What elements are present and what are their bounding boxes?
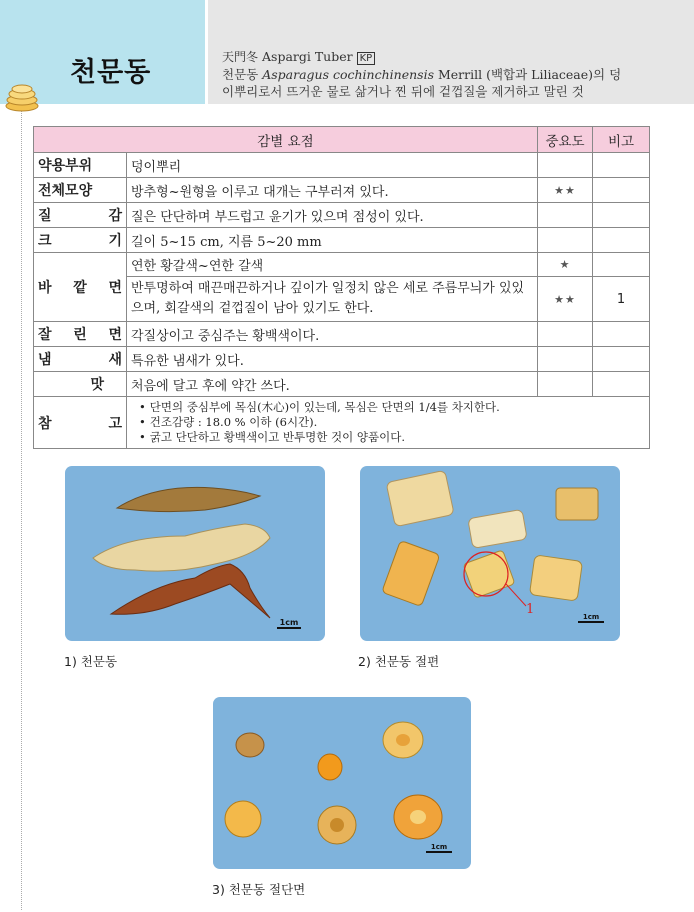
header-description — [222, 48, 688, 100]
row-content: 처음에 달고 후에 약간 쓰다. — [127, 372, 538, 397]
stacked-roots-icon — [2, 82, 42, 112]
row-label: 바 깥 면 — [34, 253, 127, 322]
latin-drug-name: Aspargi Tuber — [262, 49, 353, 64]
scale-bar — [578, 613, 604, 623]
scale-label: 1cm — [430, 843, 448, 851]
row-label: 크 기 — [34, 228, 127, 253]
row-content: 길이 5~15 cm, 지름 5~20 mm — [127, 228, 538, 253]
kp-badge: KP — [357, 52, 376, 65]
root-specimens-illustration — [65, 466, 325, 641]
scale-label: 1cm — [279, 618, 299, 627]
header-note: 비고 — [593, 127, 650, 153]
table-header-row — [34, 127, 650, 153]
reference-item: • 단면의 중심부에 목심(木心)이 있는데, 목심은 단면의 1/4를 차지한다. — [149, 400, 643, 415]
page-title: 천문동 — [70, 57, 152, 88]
photo-sliced-pieces — [360, 466, 620, 641]
desc-suffix: Merrill (백합과 Liliaceae)의 덩 — [437, 67, 622, 82]
table-row — [34, 277, 650, 322]
figure-caption-2: 2) 천문동 절편 — [358, 654, 440, 669]
figure-caption-1: 1) 천문동 — [64, 654, 118, 669]
row-content: 방추형~원형을 이루고 대개는 구부러져 있다. — [127, 178, 538, 203]
row-label: 참 고 — [34, 397, 127, 449]
species-name: Asparagus cochinchinensis — [262, 67, 434, 82]
table-row — [34, 203, 650, 228]
hanja-name: 天門冬 — [222, 50, 259, 64]
header-importance: 중요도 — [538, 127, 593, 153]
photo-cross-sections — [213, 697, 471, 869]
figure-caption-3: 3) 천문동 절단면 — [212, 882, 306, 897]
row-label: 전체모양 — [34, 178, 127, 203]
row-label: 잘 린 면 — [34, 322, 127, 347]
row-label: 질 감 — [34, 203, 127, 228]
reference-item: • 굵고 단단하고 황백색이고 반투명한 것이 양품이다. — [149, 430, 643, 445]
header-key-points: 감별 요점 — [34, 127, 538, 153]
table-row — [34, 372, 650, 397]
importance-stars: ★★ — [538, 277, 593, 322]
table-row — [34, 228, 650, 253]
scale-label: 1cm — [582, 613, 600, 621]
table-row — [34, 153, 650, 178]
table-row — [34, 347, 650, 372]
importance-stars: ★★ — [538, 178, 593, 203]
photo-whole-roots — [65, 466, 325, 641]
reference-item: • 건조감량 : 18.0 % 이하 (6시간). — [149, 415, 643, 430]
table-row — [34, 322, 650, 347]
margin-dotted-line — [21, 95, 22, 910]
desc-line3: 이뿌리로서 뜨거운 물로 삶거나 찐 뒤에 겉껍질을 제거하고 말린 것 — [222, 84, 584, 99]
importance-stars: ★ — [538, 253, 593, 277]
table-row — [34, 253, 650, 277]
row-content: 각질상이고 중심주는 황백색이다. — [127, 322, 538, 347]
row-label: 약용부위 — [34, 153, 127, 178]
row-content: 연한 황갈색~연한 갈색 — [127, 253, 538, 277]
note-value: 1 — [593, 277, 650, 322]
row-content: 덩이뿌리 — [127, 153, 538, 178]
desc-prefix: 천문동 — [222, 67, 259, 82]
scale-bar — [277, 618, 301, 629]
table-row-references — [34, 397, 650, 449]
row-label: 냄 새 — [34, 347, 127, 372]
row-label: 맛 — [34, 372, 127, 397]
identification-table — [33, 126, 650, 449]
reference-list — [139, 400, 643, 445]
row-content: 질은 단단하며 부드럽고 윤기가 있으며 점성이 있다. — [127, 203, 538, 228]
scale-bar — [426, 843, 452, 853]
row-content: 반투명하여 매끈매끈하거나 깊이가 일정치 않은 세로 주름무늬가 있있으며, 회갈색의 겉껍질이 남아 있기도 한다. — [127, 277, 538, 322]
row-content: 특유한 냄새가 있다. — [127, 347, 538, 372]
marker-label: 1 — [526, 602, 535, 617]
table-row — [34, 178, 650, 203]
